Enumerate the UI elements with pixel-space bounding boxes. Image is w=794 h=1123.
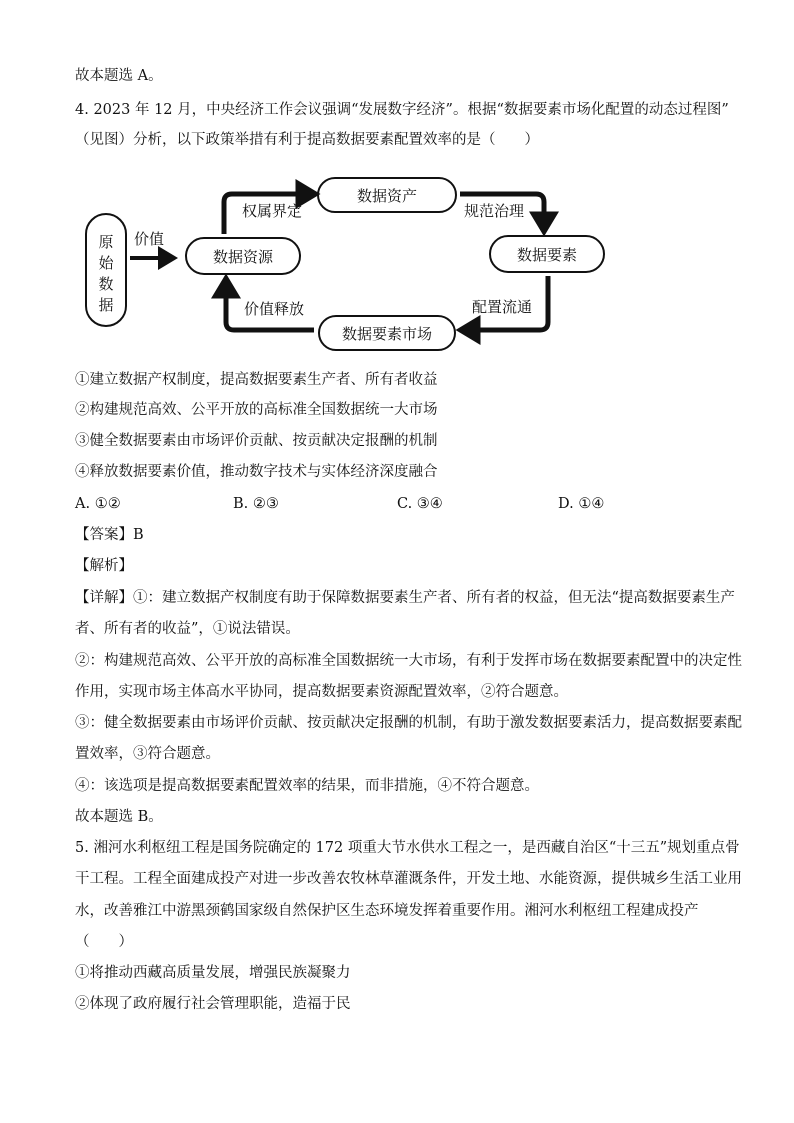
- raw-data-char-4: 据: [98, 296, 114, 314]
- question-5-statement-1: ①将推动西藏高质量发展，增强民族凝聚力: [75, 965, 351, 981]
- option-a: A. ①②: [75, 496, 121, 512]
- detail-line-4: 作用，实现市场主体高水平协同，提高数据要素资源配置效率，②符合题意。: [75, 684, 568, 700]
- option-c: C. ③④: [397, 496, 443, 512]
- answer-line: 【答案】B: [75, 527, 144, 543]
- value-label: 价值: [134, 230, 165, 248]
- data-asset-label: 数据资产: [356, 187, 418, 205]
- raw-data-char-1: 原: [98, 233, 114, 251]
- analysis-heading: 【解析】: [75, 558, 133, 574]
- detail-line-1: 【详解】①：建立数据产权制度有助于保障数据要素生产者、所有者的权益，但无法“提高数据要素生产: [75, 590, 735, 606]
- allocate-label: 配置流通: [472, 298, 533, 316]
- statement-1: ①建立数据产权制度，提高数据要素生产者、所有者收益: [75, 372, 438, 388]
- data-market-label: 数据要素市场: [341, 325, 433, 343]
- question-5-statement-2: ②体现了政府履行社会管理职能，造福于民: [75, 996, 351, 1012]
- line-conclusion-a: 故本题选 A。: [75, 68, 163, 84]
- flow-diagram: [82, 172, 622, 362]
- option-d: D. ①④: [558, 496, 605, 512]
- question-5-stem-line1: 5. 湘河水利枢纽工程是国务院确定的 172 项重大节水供水工程之一，是西藏自治区“十三五”规划重点骨: [75, 840, 740, 856]
- raw-data-char-3: 数: [98, 275, 114, 293]
- statement-4: ④释放数据要素价值，推动数字技术与实体经济深度融合: [75, 464, 438, 480]
- question-5-bracket: （ ）: [75, 934, 133, 950]
- detail-line-7: ④：该选项是提高数据要素配置效率的结果，而非措施，④不符合题意。: [75, 778, 539, 794]
- release-label: 价值释放: [244, 300, 305, 318]
- conclusion-b: 故本题选 B。: [75, 809, 163, 825]
- option-b: B. ②③: [233, 496, 279, 512]
- ownership-label: 权属界定: [242, 202, 303, 220]
- detail-line-5: ③：健全数据要素由市场评价贡献、按贡献决定报酬的机制，有助于激发数据要素活力，提高数据要素配: [75, 715, 742, 731]
- data-element-label: 数据要素: [516, 246, 578, 264]
- statement-3: ③健全数据要素由市场评价贡献、按贡献决定报酬的机制: [75, 433, 438, 449]
- detail-line-3: ②：构建规范高效、公平开放的高标准全国数据统一大市场，有利于发挥市场在数据要素配置中的决定性: [75, 653, 742, 669]
- statement-2: ②构建规范高效、公平开放的高标准全国数据统一大市场: [75, 402, 438, 418]
- question-4-stem-line2: （见图）分析，以下政策举措有利于提高数据要素配置效率的是（ ）: [75, 132, 539, 148]
- question-4-stem-line1: 4. 2023 年 12 月，中央经济工作会议强调“发展数字经济”。根据“数据要素市场化配置的动态过程图”: [75, 102, 729, 118]
- detail-line-2: 者、所有者的收益”，①说法错误。: [75, 621, 300, 637]
- data-resource-label: 数据资源: [212, 248, 274, 266]
- question-5-stem-line3: 水，改善雅江中游黑颈鹤国家级自然保护区生态环境发挥着重要作用。湘河水利枢纽工程建成投产: [75, 903, 699, 919]
- detail-line-6: 置效率，③符合题意。: [75, 746, 220, 762]
- raw-data-char-2: 始: [98, 254, 114, 272]
- standardize-label: 规范治理: [464, 202, 525, 220]
- question-5-stem-line2: 干工程。工程全面建成投产对进一步改善农牧林草灌溉条件，开发土地、水能资源，提供城乡生活工业用: [75, 871, 742, 887]
